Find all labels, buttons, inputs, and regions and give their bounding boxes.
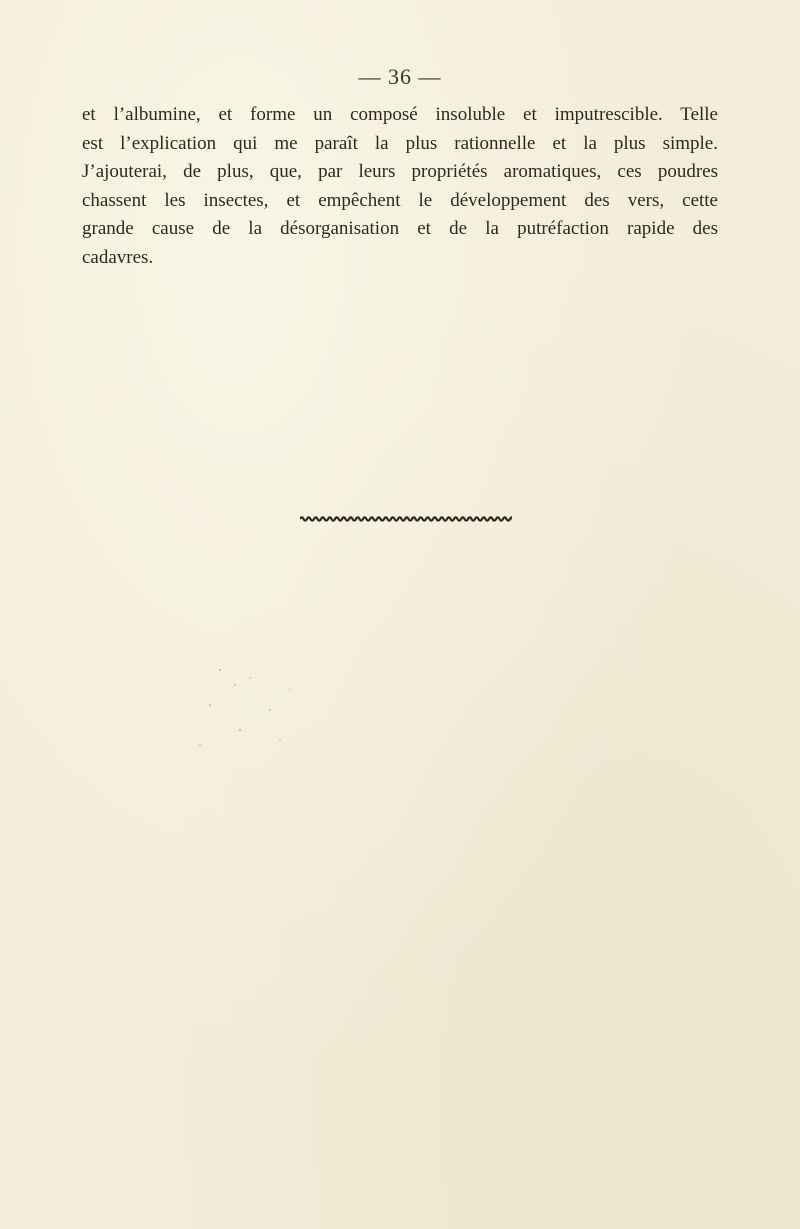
wavy-rule-ornament-icon bbox=[300, 514, 512, 524]
text-line: est l’explication qui me paraît la plus rationnelle et la plus simple. bbox=[82, 132, 718, 154]
paper-stain bbox=[180, 650, 330, 760]
text-line: grande cause de la désorganisation et de la putréfaction rapide des bbox=[82, 218, 718, 239]
page-number: — 36 — bbox=[358, 64, 442, 89]
text-line: cadavres. bbox=[82, 246, 154, 268]
text-line: J’ajouterai, de plus, que, par leurs propriétés aromatiques, ces poudres bbox=[82, 161, 718, 182]
text-line: et l’albumine, et forme un composé insoluble et imputrescible. Telle bbox=[82, 104, 718, 125]
body-paragraph bbox=[82, 101, 718, 272]
text-line: chassent les insectes, et empêchent le développement des vers, cette bbox=[82, 189, 718, 211]
